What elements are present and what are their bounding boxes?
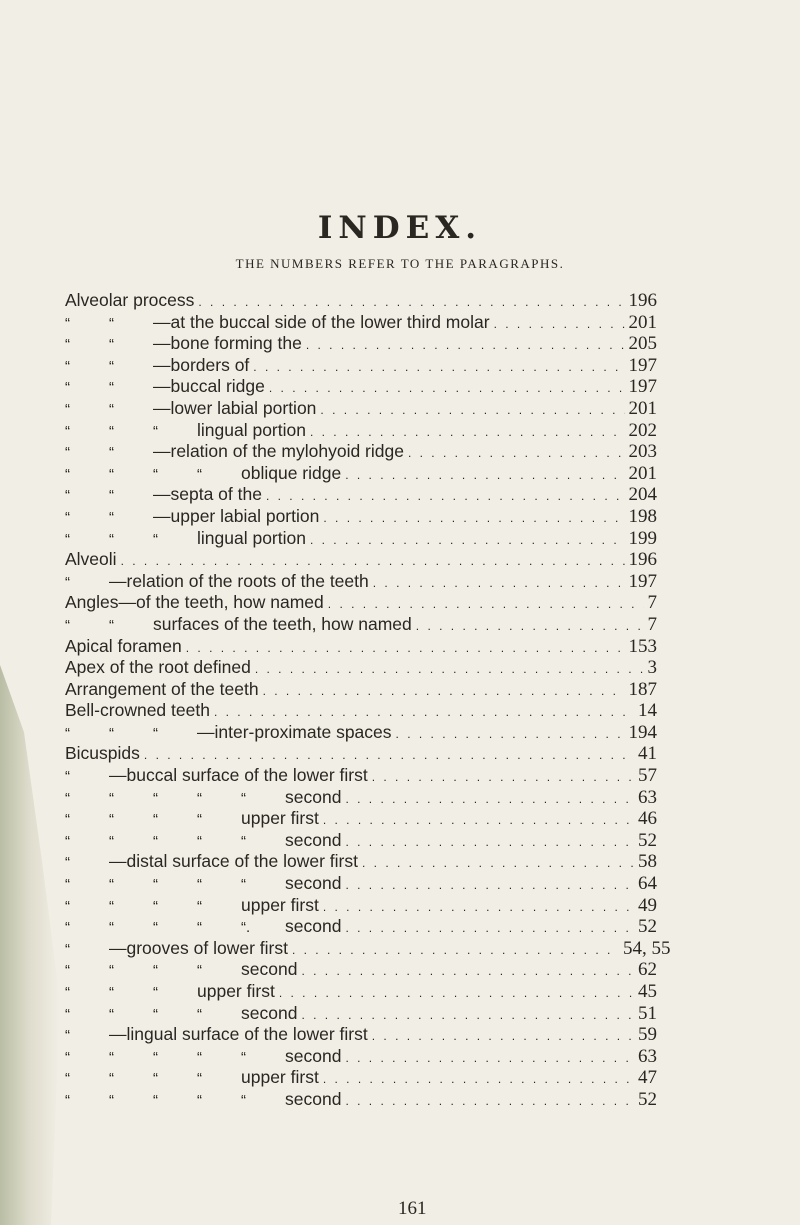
dot-leader [345,878,634,892]
ditto-mark: “ [65,573,70,591]
ditto-mark: “ [65,876,70,894]
index-entry-label [65,722,392,743]
page-title: INDEX. [317,210,483,246]
index-entry-text: oblique ridge [241,462,342,483]
index-entry-text: upper first [197,981,275,1001]
ditto-mark: “ [153,1070,158,1088]
index-entry-label [65,636,182,657]
ditto-mark: “ [197,811,202,829]
dot-leader [345,1051,634,1065]
index-entry-label [65,1046,341,1067]
ditto-mark: “ [241,876,246,894]
index-entry-page: 52 [638,1088,657,1110]
ditto-mark: “ [241,1091,246,1109]
index-entry-label [65,657,251,678]
ditto-mark: “ [197,962,202,980]
index-entry-page: 201 [628,462,657,484]
dot-leader [255,662,644,676]
index-entry-label [65,312,490,333]
index-entry-page: 196 [628,290,657,311]
dot-leader [372,770,634,784]
index-entry [65,743,657,765]
index-entry [65,1067,657,1089]
index-entry-text: lingual portion [197,419,306,440]
index-entry-text: lingual portion [197,527,306,548]
index-entry [65,355,657,377]
dot-leader [320,403,624,417]
index-entry-page: 7 [647,613,657,635]
index-entry-page: 45 [638,981,657,1002]
dot-leader [144,748,634,762]
index-entry-page: 203 [628,441,657,463]
index-entry [65,549,657,571]
index-entry-page: 58 [638,851,657,873]
ditto-mark: “ [65,530,70,548]
ditto-mark: “ [153,789,158,807]
index-entry [65,808,657,830]
index-entry-label [65,290,194,311]
index-entry-page: 199 [628,527,657,549]
index-entry-text: second [285,873,342,894]
dot-leader [198,295,624,309]
index-entry [65,873,657,895]
index-entry-page: 49 [638,894,657,916]
index-entry [65,1046,657,1068]
dot-leader [269,381,625,395]
ditto-mark: “ [65,444,70,462]
dot-leader [301,1008,634,1022]
ditto-mark: “ [109,314,114,332]
dot-leader [323,900,634,914]
index-entry-page: 201 [628,311,657,333]
ditto-mark: “ [65,1027,70,1045]
dot-leader [345,468,624,482]
index-entry [65,851,657,873]
ditto-mark: “ [153,832,158,850]
dot-leader [292,943,619,957]
ditto-mark: “ [65,897,70,915]
index-entry-label [65,1003,297,1024]
index-entry-label [65,830,341,851]
index-entry [65,441,657,463]
ditto-mark: “ [153,724,158,742]
ditto-mark: “ [65,1005,70,1023]
index-entry-label [65,463,341,484]
ditto-mark: “ [109,1048,114,1066]
ditto-mark: “ [65,789,70,807]
index-entry [65,895,657,917]
ditto-mark: “ [65,768,70,786]
dot-leader [301,964,634,978]
index-entry [65,506,657,528]
index-entry [65,636,657,658]
ditto-mark: “ [109,724,114,742]
index-entry [65,312,657,334]
index-entry-text: second [241,959,298,980]
index-entry-text: second [285,916,342,937]
index-entry-text: second [285,786,342,807]
dot-leader [279,986,634,1000]
index-entry-text: upper first [241,894,319,915]
ditto-mark: “ [109,1070,114,1088]
index-entry-text: —relation of the roots of the teeth [109,570,369,591]
index-entry-text: Apex of the root defined [65,657,251,678]
index-entry-label [65,571,369,592]
ditto-mark: “ [109,1091,114,1109]
ditto-mark: “ [153,1091,158,1109]
dot-leader [372,1029,634,1043]
ditto-mark: “ [109,336,114,354]
index-entry-text: —lingual surface of the lower first [109,1024,368,1045]
ditto-mark: “ [197,919,202,937]
ditto-mark: “ [65,487,70,505]
index-entry-text: second [241,1002,298,1023]
index-entry [65,700,657,722]
index-entry-page: 153 [628,635,657,657]
index-entry-text: —buccal surface of the lower first [109,765,368,786]
index-entry-label [65,549,117,570]
ditto-mark: “ [65,811,70,829]
index-entry-text: Bicuspids [65,743,140,764]
ditto-mark: “ [109,962,114,980]
index-entry-label [65,441,404,462]
dot-leader [121,554,625,568]
index-entry-page: 198 [628,505,657,527]
index-entry-page: 204 [628,484,657,506]
ditto-mark: “ [65,832,70,850]
index-entry [65,959,657,981]
dot-leader [345,921,634,935]
ditto-mark: “ [153,1005,158,1023]
ditto-mark: “ [109,789,114,807]
dot-leader [323,813,634,827]
index-entry-label [65,333,302,354]
index-entry [65,463,657,485]
index-entry-label [65,1089,341,1110]
index-entry [65,528,657,550]
ditto-mark: “ [65,919,70,937]
ditto-mark: “ [153,1048,158,1066]
index-entry [65,1024,657,1046]
dot-leader [408,446,625,460]
paper-stain [0,665,60,1225]
ditto-mark: “ [197,897,202,915]
ditto-mark: “ [65,508,70,526]
index-entry-label [65,700,210,721]
ditto-mark: “ [109,1005,114,1023]
ditto-mark: “ [65,854,70,872]
ditto-mark: “ [65,336,70,354]
index-entry-text: Alveoli [65,549,117,570]
index-entry [65,937,671,960]
index-entry-text: —bone forming the [153,333,302,354]
index-entry [65,333,657,355]
ditto-mark: “ [109,357,114,375]
index-entry-page: 63 [638,1045,657,1067]
ditto-mark: “ [153,465,158,483]
ditto-mark: “ [241,789,246,807]
index-entry-label [65,592,324,613]
index-entry [65,398,657,420]
index-entry-page: 47 [638,1067,657,1089]
ditto-mark: “ [197,1005,202,1023]
ditto-mark: “ [109,487,114,505]
index-entry-page: 205 [628,333,657,355]
index-entry-page: 62 [638,959,657,981]
index-entry [65,420,657,442]
index-entry-text: Arrangement of the teeth [65,678,259,699]
ditto-mark: “ [109,444,114,462]
index-entry-text: second [285,1088,342,1109]
index-entry-page: 46 [638,808,657,830]
index-entry-label [65,765,368,786]
index-entry [65,916,657,938]
dot-leader [494,317,625,331]
ditto-mark: “ [109,984,114,1001]
index-entry-label [65,420,306,441]
dot-leader [328,597,644,611]
page-number: 161 [398,1198,427,1219]
index-entry-label [65,787,341,808]
index-entry-label [65,528,306,549]
index-entry [65,787,657,809]
index-entry [65,722,657,744]
ditto-mark: “ [109,919,114,937]
ditto-mark: “ [241,1048,246,1066]
ditto-mark: “ [65,1048,70,1066]
ditto-mark: “ [197,1091,202,1109]
index-entry-text: —distal surface of the lower first [109,851,358,872]
ditto-mark: “ [109,616,114,634]
ditto-mark: “ [153,422,158,440]
dot-leader [416,619,644,633]
index-entry-text: Angles—of the teeth, how named [65,592,324,613]
ditto-mark: “ [197,789,202,807]
ditto-mark: “ [241,832,246,850]
index-entry-text: Apical foramen [65,635,182,656]
dot-leader [323,1072,634,1086]
ditto-mark: “ [109,400,114,418]
dot-leader [266,489,625,503]
ditto-mark: “ [65,422,70,440]
dot-leader [253,360,624,374]
ditto-mark: “ [65,962,70,980]
index-entry-page: 57 [638,765,657,787]
index-entry-label [65,506,319,527]
index-entry-text: —inter-proximate spaces [197,721,392,742]
index-entry-label [65,895,319,916]
ditto-mark: “ [153,962,158,980]
dot-leader [396,727,625,741]
ditto-mark: “ [109,530,114,548]
index-entry [65,614,657,636]
index-entry-page: 197 [628,570,657,592]
dot-leader [362,856,634,870]
index-entry [65,1003,657,1025]
index-entry [65,484,657,506]
ditto-mark: “ [153,811,158,829]
index-entry-text: surfaces of the teeth, how named [153,613,412,634]
index-entry-page: 3 [647,657,657,679]
dot-leader [373,576,625,590]
index-entry-label [65,938,288,959]
dot-leader [310,533,625,547]
index-entry-label [65,484,262,505]
dot-leader [310,425,625,439]
ditto-mark: “ [109,897,114,915]
ditto-mark: “ [153,530,158,548]
page-subtitle: THE NUMBERS REFER TO THE PARAGRAPHS. [235,256,565,271]
ditto-mark: “ [153,919,158,937]
index-entry-text: —grooves of lower first [109,937,288,958]
ditto-mark: “. [241,919,251,937]
ditto-mark: “ [109,465,114,483]
index-entry-label [65,376,265,397]
index-entry-label [65,808,319,829]
index-entry-page: 52 [638,916,657,938]
index-entry-label [65,851,358,872]
index-entry-label [65,1024,368,1045]
index-entry [65,592,657,614]
index-entry-text: upper first [241,1067,319,1088]
ditto-mark: “ [65,616,70,634]
ditto-mark: “ [109,508,114,526]
index-entry [65,1089,657,1111]
ditto-mark: “ [153,897,158,915]
index-entry [65,657,657,679]
index-entry-page: 63 [638,786,657,808]
index-entry-label [65,959,297,980]
ditto-mark: “ [153,984,158,1001]
ditto-mark: “ [65,940,70,958]
ditto-mark: “ [65,400,70,418]
index-entry-label [65,355,249,376]
index-entry-label [65,981,275,1002]
index-entries [65,290,671,1111]
index-entry-label [65,614,412,635]
index-entry-text: —upper labial portion [153,505,320,526]
index-entry-page: 14 [638,700,657,722]
index-entry-page: 187 [628,678,657,700]
ditto-mark: “ [197,876,202,894]
index-entry-page: 59 [638,1024,657,1046]
index-entry-text: upper first [241,808,319,829]
ditto-mark: “ [65,724,70,742]
ditto-mark: “ [153,876,158,894]
index-entry-label [65,679,259,700]
index-entry-text: Alveolar process [65,290,195,310]
index-entry [65,290,657,312]
index-entry-text: Bell-crowned teeth [65,700,210,721]
ditto-mark: “ [197,1070,202,1088]
ditto-mark: “ [109,811,114,829]
index-entry-text: —lower labial portion [153,397,317,418]
index-entry-page: 54, 55 [623,937,671,959]
dot-leader [345,1094,634,1108]
index-entry-text: —at the buccal side of the lower third molar [153,311,490,332]
index-entry-text: —borders of [153,354,250,375]
index-entry [65,571,657,593]
ditto-mark: “ [197,465,202,483]
index-entry-text: —relation of the mylohyoid ridge [153,441,404,462]
ditto-mark: “ [65,1091,70,1109]
index-entry [65,830,657,852]
index-entry-label [65,916,341,937]
index-entry [65,679,657,701]
dot-leader [214,705,634,719]
ditto-mark: “ [109,379,114,397]
index-entry-page: 41 [638,743,657,765]
index-entry-page: 7 [647,592,657,614]
dot-leader [323,511,624,525]
index-entry [65,376,657,398]
ditto-mark: “ [197,832,202,850]
index-entry-page: 194 [628,721,657,743]
ditto-mark: “ [65,357,70,375]
ditto-mark: “ [197,1048,202,1066]
ditto-mark: “ [65,984,70,1001]
index-entry [65,981,657,1003]
ditto-mark: “ [109,422,114,440]
ditto-mark: “ [65,379,70,397]
index-entry-page: 197 [628,376,657,398]
index-entry-text: —septa of the [153,484,262,505]
index-entry-page: 197 [628,354,657,376]
dot-leader [345,792,634,806]
index-entry-label [65,1067,319,1088]
dot-leader [306,338,625,352]
index-entry-text: second [285,829,342,850]
index-entry-page: 196 [628,549,657,571]
index-entry-label [65,743,140,764]
dot-leader [186,641,625,655]
dot-leader [345,835,634,849]
index-entry-page: 51 [638,1002,657,1024]
index-entry-page: 201 [628,397,657,419]
index-entry-label [65,398,316,419]
ditto-mark: “ [65,1070,70,1088]
index-entry-label [65,873,341,894]
ditto-mark: “ [109,832,114,850]
dot-leader [263,684,625,698]
index-entry-page: 64 [638,873,657,895]
index-entry-text: —buccal ridge [153,376,265,397]
index-entry-page: 202 [628,419,657,441]
ditto-mark: “ [109,876,114,894]
index-entry-page: 52 [638,829,657,851]
ditto-mark: “ [65,465,70,483]
index-entry [65,765,657,787]
ditto-mark: “ [65,314,70,332]
index-entry-text: second [285,1045,342,1066]
